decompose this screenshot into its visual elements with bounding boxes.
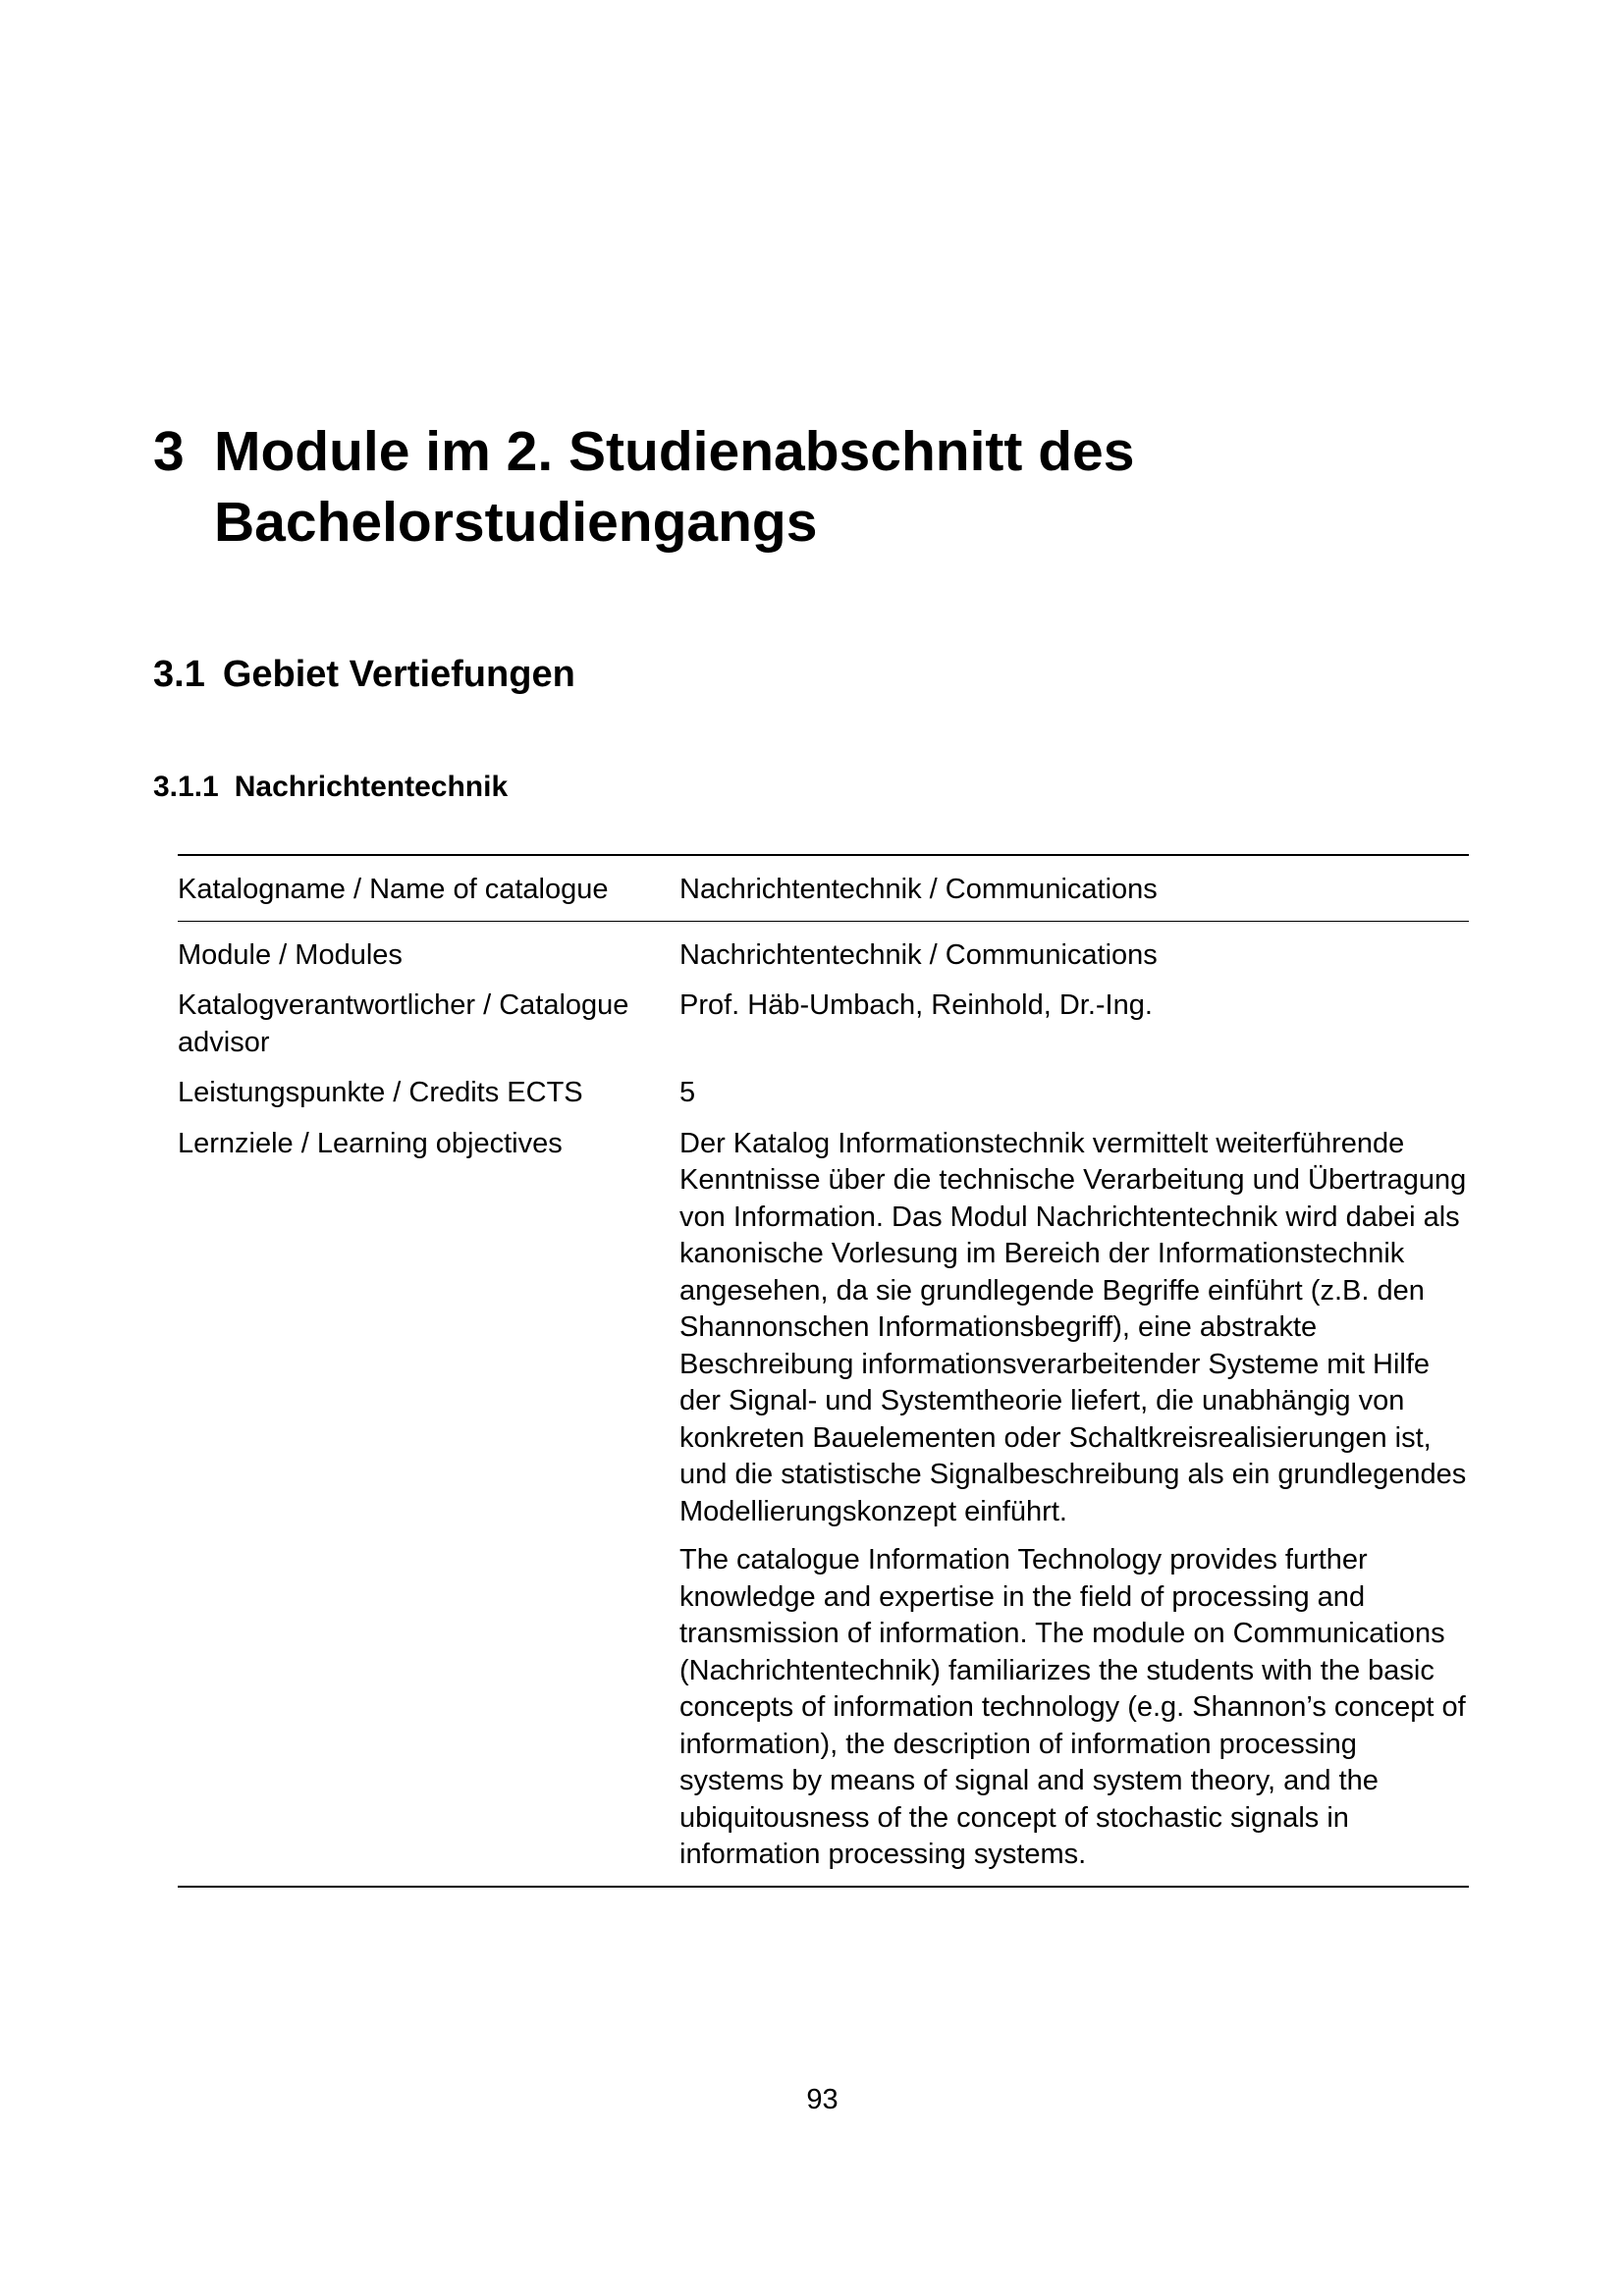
learning-objectives-english: The catalogue Information Technology provides further knowledge and expertise in the field of processing and transmission of information. The module on Communications (Nachrichtentechnik) familiarizes the students with the basic concepts of information technology (e.g. Shannon’s concept of information), the description of information processing systems by means of signal and system theory, and the ubiquitousness of the concept of stochastic signals in information processing systems. [679, 1544, 1466, 1870]
table-row-credits [178, 1075, 1469, 1112]
section-title: Gebiet Vertiefungen [222, 654, 575, 695]
catalog-name-label: Katalogname / Name of catalogue [178, 874, 609, 905]
learning-objectives-value [679, 1126, 1469, 1874]
subsection-heading [153, 769, 508, 806]
section-number: 3.1 [153, 654, 205, 695]
page-number: 93 [806, 2084, 839, 2115]
modules-label: Module / Modules [178, 938, 403, 971]
modules-value: Nachrichtentechnik / Communications [679, 938, 1158, 971]
catalog-table [178, 854, 1469, 1888]
credits-value: 5 [679, 1077, 696, 1108]
advisor-value: Prof. Häb-Umbach, Reinhold, Dr.-Ing. [679, 989, 1153, 1021]
chapter-heading [153, 416, 1430, 558]
credits-label: Leistungspunkte / Credits ECTS [178, 1077, 583, 1108]
section-heading [153, 652, 575, 697]
table-row-advisor [178, 988, 1469, 1061]
table-row-learning-objectives [178, 1126, 1469, 1886]
catalog-name-value: Nachrichtentechnik / Communications [679, 874, 1158, 905]
learning-objectives-label: Lernziele / Learning objectives [178, 1127, 563, 1159]
table-row-modules [178, 922, 1469, 975]
subsection-number: 3.1.1 [153, 771, 219, 803]
chapter-number: 3 [153, 420, 185, 483]
advisor-label: Katalogverantwortlicher / Catalogue advisor [178, 989, 629, 1058]
table-header-row [178, 856, 1469, 922]
learning-objectives-german: Der Katalog Informationstechnik vermittelt weiterführende Kenntnisse über die technische Verarbeitung und Übertragung von Information. Das Modul Nachrichtentechnik wird dabei als kanonische Vorlesung im Bereich der Informationstechnik angesehen, da sie grundlegende Begriffe einführt (z.B. den Shannonschen Informationsbegriff), eine abstrakte Beschreibung informationsverarbeitender Systeme mit Hilfe der Signal- und Systemtheorie liefert, die unabhängig von konkreten Bauelementen oder Schaltkreisrealisierungen ist, und die statistische Signalbeschreibung als ein grundlegendes Modellierungskonzept einführt. [679, 1127, 1467, 1527]
subsection-title: Nachrichtentechnik [234, 771, 509, 803]
chapter-title: Module im 2. Studienabschnitt des Bachelorstudiengangs [214, 420, 1135, 554]
